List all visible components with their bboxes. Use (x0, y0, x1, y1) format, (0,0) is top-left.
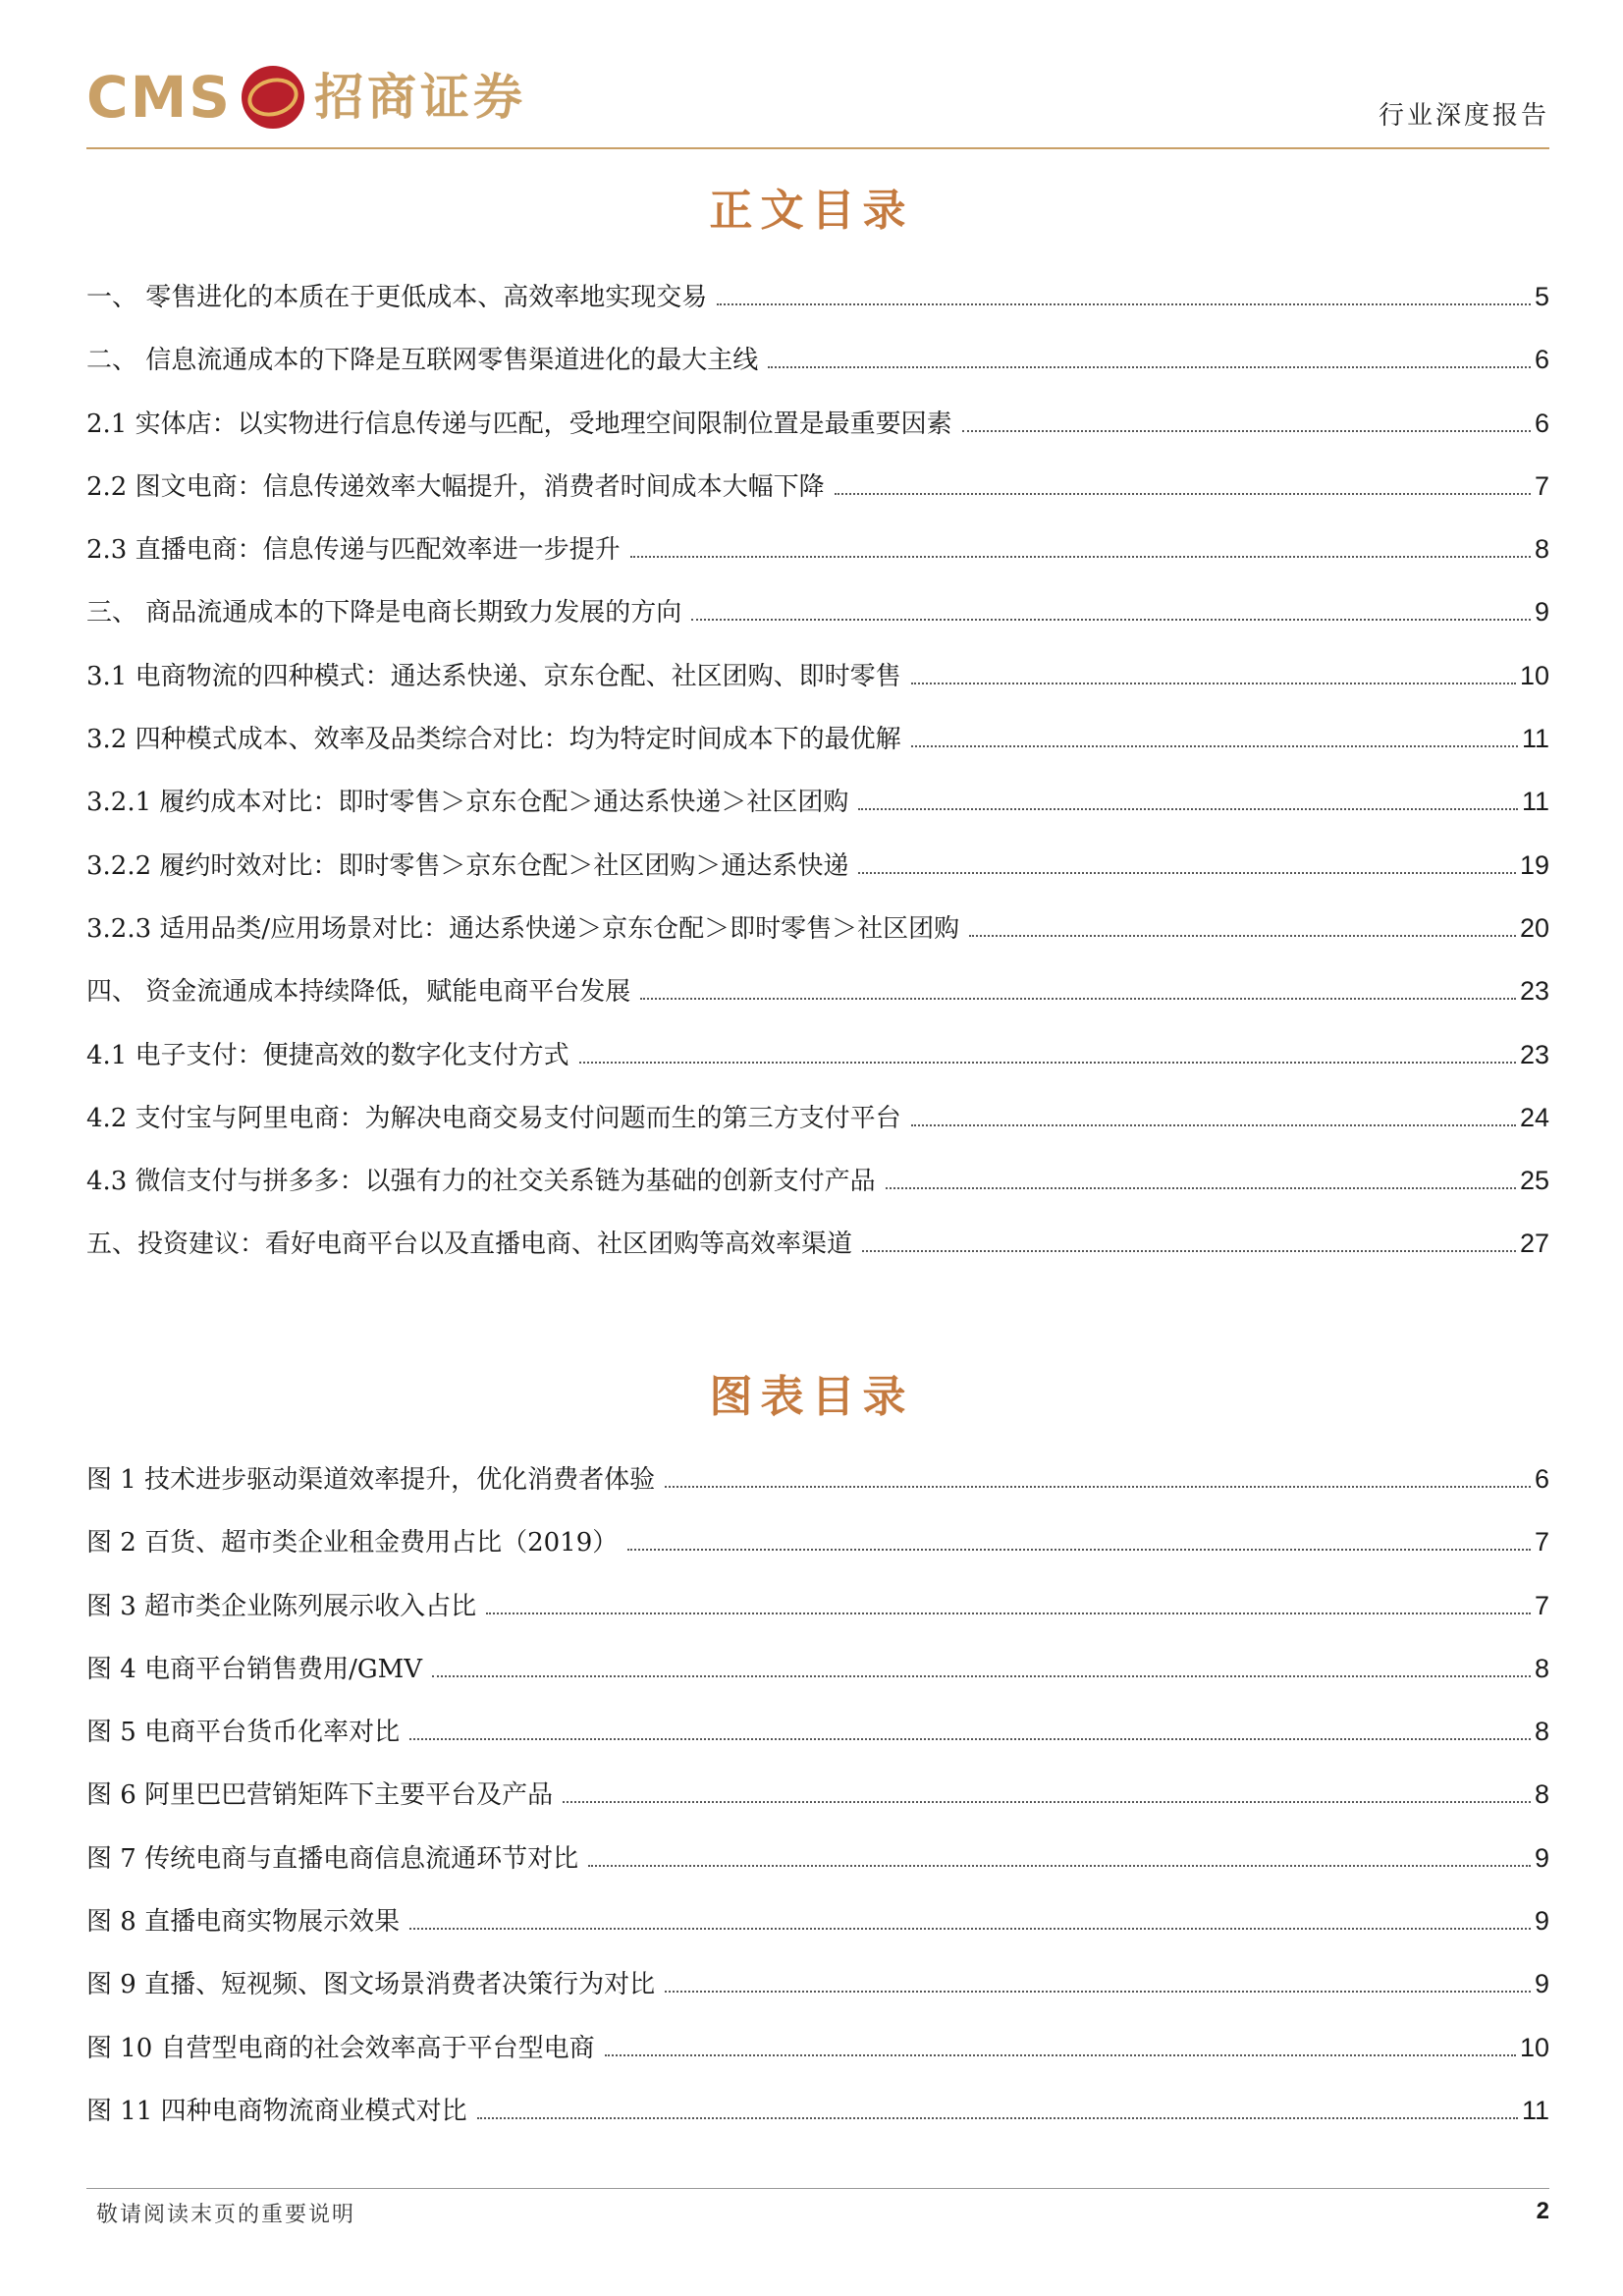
contents-entry[interactable] (86, 959, 1549, 1022)
figure-entry[interactable] (86, 1574, 1549, 1637)
figure-entry-label: 图 5 电商平台货币化率对比 (86, 1718, 401, 1748)
figure-entry-label: 图 2 百货、超市类企业租金费用占比（2019） (86, 1528, 619, 1558)
contents-entry-label: 四、 资金流通成本持续降低，赋能电商平台发展 (86, 977, 631, 1008)
figure-entry[interactable] (86, 1637, 1549, 1700)
contents-entry[interactable] (86, 580, 1549, 643)
dot-leader (858, 872, 1516, 874)
dot-leader (579, 1062, 1516, 1064)
footer-note: 敬请阅读末页的重要说明 (96, 2203, 356, 2227)
page-header (86, 54, 1549, 152)
contents-entry[interactable] (86, 392, 1549, 455)
figure-entry[interactable] (86, 1700, 1549, 1763)
dot-leader (911, 683, 1516, 684)
contents-entry[interactable] (86, 834, 1549, 897)
figure-entry-label: 图 10 自营型电商的社会效率高于平台型电商 (86, 2033, 595, 2063)
dot-leader (409, 1738, 1531, 1740)
figure-entry-page: 7 (1534, 1527, 1549, 1558)
report-type: 行业深度报告 (1378, 101, 1549, 131)
contents-list (86, 265, 1549, 1276)
figure-entry-page: 9 (1534, 1969, 1549, 1999)
dot-leader (768, 366, 1531, 368)
figure-entry[interactable] (86, 2079, 1549, 2142)
figure-entry-page: 6 (1534, 1464, 1549, 1494)
figure-entry-label: 图 3 超市类企业陈列展示收入占比 (86, 1591, 477, 1621)
contents-entry[interactable] (86, 1023, 1549, 1086)
contents-entry[interactable] (86, 1212, 1549, 1275)
contents-entry-label: 一、 零售进化的本质在于更低成本、高效率地实现交易 (86, 283, 708, 312)
figure-entry-label: 图 7 传统电商与直播电商信息流通环节对比 (86, 1843, 579, 1874)
contents-entry[interactable] (86, 897, 1549, 959)
contents-entry[interactable] (86, 328, 1549, 391)
contents-entry-page: 8 (1534, 534, 1549, 565)
contents-entry-label: 3.2.2 履约时效对比：即时零售＞京东仓配＞社区团购＞通达系快递 (86, 850, 849, 881)
contents-entry-page: 6 (1534, 408, 1549, 438)
contents-entry-page: 5 (1534, 282, 1549, 311)
dot-leader (640, 998, 1516, 1000)
logo-chinese-name: 招商证券 (314, 68, 527, 126)
dot-leader (486, 1613, 1531, 1614)
figure-entry-page: 9 (1534, 1842, 1549, 1873)
figure-entry[interactable] (86, 1510, 1549, 1573)
contents-entry-page: 27 (1519, 1229, 1549, 1259)
figure-entry[interactable] (86, 1889, 1549, 1952)
contents-entry-page: 24 (1519, 1102, 1549, 1132)
figure-entry-page: 11 (1521, 2095, 1549, 2125)
contents-entry-page: 7 (1534, 470, 1549, 501)
figure-entry-page: 8 (1534, 1653, 1549, 1683)
figure-entry[interactable] (86, 2016, 1549, 2079)
contents-entry-page: 11 (1521, 724, 1549, 754)
contents-entry-label: 4.1 电子支付：便捷高效的数字化支付方式 (86, 1040, 569, 1070)
figure-entry-page: 8 (1534, 1717, 1549, 1747)
contents-entry-label: 二、 信息流通成本的下降是互联网零售渠道进化的最大主线 (86, 346, 759, 376)
cms-logo (86, 66, 526, 129)
dot-leader (432, 1675, 1531, 1677)
contents-entry-page: 20 (1519, 912, 1549, 943)
dot-leader (911, 1124, 1516, 1126)
figure-entry-label: 图 1 技术进步驱动渠道效率提升，优化消费者体验 (86, 1465, 656, 1495)
logo-text: CMS (86, 64, 233, 131)
figure-entry-page: 8 (1534, 1779, 1549, 1810)
dot-leader (911, 745, 1518, 747)
contents-entry-page: 25 (1519, 1166, 1549, 1196)
contents-entry-page: 23 (1519, 976, 1549, 1007)
footer-divider (86, 2188, 1549, 2189)
dot-leader (409, 1928, 1531, 1930)
dot-leader (605, 2054, 1516, 2056)
contents-entry-label: 3.2.3 适用品类/应用场景对比：通达系快递＞京东仓配＞即时零售＞社区团购 (86, 913, 960, 944)
dot-leader (665, 1486, 1531, 1488)
contents-entry[interactable] (86, 1149, 1549, 1212)
figure-entry[interactable] (86, 1827, 1549, 1889)
figure-entry-label: 图 6 阿里巴巴营销矩阵下主要平台及产品 (86, 1780, 554, 1811)
page-number: 2 (1536, 2198, 1549, 2224)
figure-entry[interactable] (86, 1448, 1549, 1510)
contents-entry-page: 6 (1534, 345, 1549, 375)
contents-entry-label: 五、投资建议：看好电商平台以及直播电商、社区团购等高效率渠道 (86, 1230, 853, 1260)
figure-entry-label: 图 9 直播、短视频、图文场景消费者决策行为对比 (86, 1970, 656, 2000)
dot-leader (627, 1549, 1531, 1551)
figure-entry[interactable] (86, 1952, 1549, 2015)
dot-leader (588, 1865, 1531, 1867)
dot-leader (969, 935, 1516, 937)
contents-title: 正文目录 (709, 186, 914, 236)
dot-leader (477, 2117, 1518, 2119)
contents-entry-page: 19 (1519, 849, 1549, 880)
figures-list (86, 1448, 1549, 2142)
dot-leader (630, 556, 1531, 558)
dot-leader (858, 808, 1518, 810)
figure-entry-page: 7 (1534, 1590, 1549, 1620)
figure-entry-page: 9 (1534, 1906, 1549, 1937)
logo-emblem-icon (242, 66, 304, 129)
contents-entry-label: 3.1 电商物流的四种模式：通达系快递、京东仓配、社区团购、即时零售 (86, 661, 901, 691)
dot-leader (862, 1250, 1516, 1252)
contents-entry-label: 4.3 微信支付与拼多多：以强有力的社交关系链为基础的创新支付产品 (86, 1167, 876, 1197)
figure-entry-label: 图 4 电商平台销售费用/GMV (86, 1654, 422, 1684)
header-divider (86, 147, 1549, 149)
contents-entry-label: 2.3 直播电商：信息传递与匹配效率进一步提升 (86, 535, 621, 566)
figures-title: 图表目录 (709, 1372, 914, 1422)
figure-entry-label: 图 8 直播电商实物展示效果 (86, 1907, 401, 1938)
contents-entry[interactable] (86, 455, 1549, 518)
contents-entry-page: 10 (1519, 660, 1549, 690)
dot-leader (665, 1991, 1531, 1993)
contents-entry-label: 三、 商品流通成本的下降是电商长期致力发展的方向 (86, 598, 682, 629)
contents-entry-label: 2.2 图文电商：信息传递效率大幅提升，消费者时间成本大幅下降 (86, 471, 825, 502)
contents-entry-label: 3.2 四种模式成本、效率及品类综合对比：均为特定时间成本下的最优解 (86, 725, 901, 755)
dot-leader (962, 430, 1531, 432)
contents-entry-label: 3.2.1 履约成本对比：即时零售＞京东仓配＞通达系快递＞社区团购 (86, 788, 849, 818)
contents-entry[interactable] (86, 644, 1549, 707)
contents-entry[interactable] (86, 265, 1549, 328)
contents-entry-label: 2.1 实体店：以实物进行信息传递与匹配，受地理空间限制位置是最重要因素 (86, 409, 952, 439)
dot-leader (717, 303, 1531, 305)
contents-entry[interactable] (86, 518, 1549, 580)
figure-entry[interactable] (86, 1763, 1549, 1826)
dot-leader (835, 493, 1531, 495)
dot-leader (563, 1801, 1531, 1803)
contents-entry[interactable] (86, 1086, 1549, 1149)
contents-entry-label: 4.2 支付宝与阿里电商：为解决电商交易支付问题而生的第三方支付平台 (86, 1103, 901, 1133)
contents-entry-page: 23 (1519, 1039, 1549, 1069)
dot-leader (691, 619, 1531, 621)
contents-entry[interactable] (86, 770, 1549, 833)
contents-entry-page: 11 (1521, 787, 1549, 817)
figure-entry-label: 图 11 四种电商物流商业模式对比 (86, 2096, 467, 2126)
figure-entry-page: 10 (1519, 2032, 1549, 2062)
dot-leader (886, 1187, 1516, 1189)
contents-entry[interactable] (86, 707, 1549, 770)
contents-entry-page: 9 (1534, 597, 1549, 628)
